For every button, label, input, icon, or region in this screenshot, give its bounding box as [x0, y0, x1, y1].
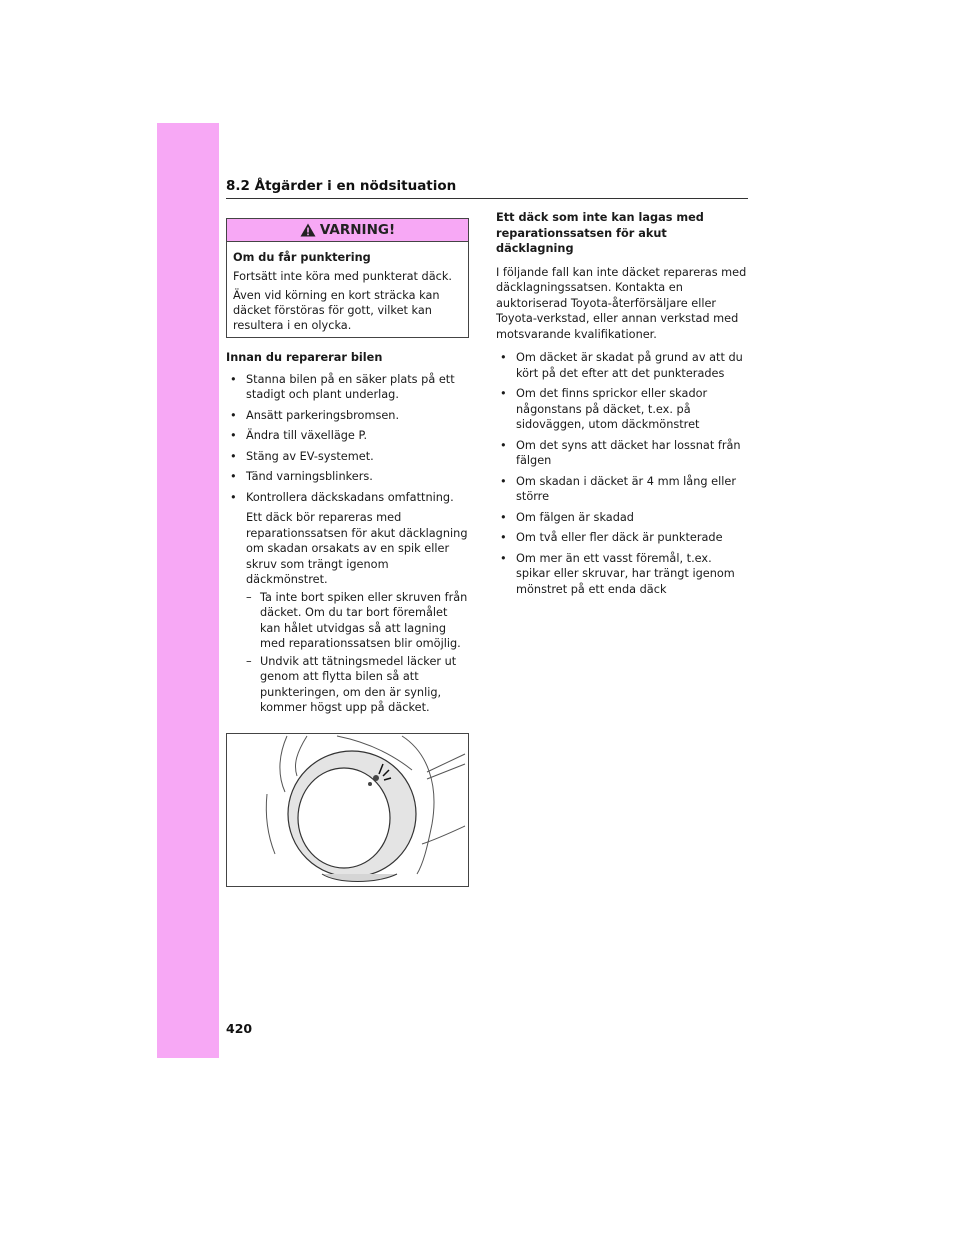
side-tab — [157, 123, 219, 1058]
warning-title: VARNING! — [319, 222, 396, 238]
list-item: • Ansätt parkeringsbromsen. — [226, 408, 471, 424]
section-header: 8.2 Åtgärder i en nödsituation — [226, 178, 748, 199]
sub-list-item: – Undvik att tätningsmedel läcker ut genom att flytta bilen så att punkteringen, om den är synlig, kommer högst upp på däcket. — [246, 654, 471, 716]
note-text: Ett däck bör repareras med reparationssatsen för akut däcklagning om skadan orsakats av en spik eller skruv som trängt igenom däckmönstret. — [246, 511, 468, 586]
warning-paragraph: Fortsätt inte köra med punkterat däck. — [233, 270, 452, 283]
list-item: • Stäng av EV-systemet. — [226, 449, 471, 465]
right-list — [496, 350, 748, 597]
list-item: • Om mer än ett vasst föremål, t.ex. spikar eller skruvar, har trängt igenom mönstret på ett enda däck — [496, 551, 748, 598]
tire-figure — [226, 733, 469, 887]
list-item: • Om det syns att däcket har lossnat från fälgen — [496, 438, 748, 469]
warning-bar — [227, 218, 468, 242]
warning-subtitle: Om du får punktering — [233, 251, 371, 264]
left-column — [226, 350, 471, 721]
list-item: • Om två eller fler däck är punkterade — [496, 530, 748, 546]
warning-paragraph: Även vid körning en kort sträcka kan däcket förstöras för gott, vilket kan resultera i en olycka. — [233, 289, 440, 332]
page-number: 420 — [226, 1021, 253, 1036]
sub-list — [246, 590, 471, 716]
list-item: • Om däcket är skadat på grund av att du kört på det efter att det punkterades — [496, 350, 748, 381]
list-item: • Om det finns sprickor eller skador någonstans på däcket, t.ex. på sidoväggen, utom däckmönstret — [496, 386, 748, 433]
right-intro: I följande fall kan inte däcket repareras med däcklagningssatsen. Kontakta en auktoriserad Toyota-återförsäljare eller Toyota-verkstad, eller annan verkstad med motsvarande kvalifikationer. — [496, 265, 747, 341]
list-item — [226, 490, 471, 716]
warning-triangle-icon — [300, 223, 316, 237]
right-heading: Ett däck som inte kan lagas med reparationssatsen för akut däcklagning — [496, 211, 704, 255]
punctured-tire-illustration — [227, 734, 468, 886]
list-item: • Stanna bilen på en säker plats på ett stadigt och plant underlag. — [226, 372, 471, 403]
list-item: • Ändra till växelläge P. — [226, 428, 471, 444]
warning-body — [227, 242, 468, 333]
left-list — [226, 372, 471, 716]
list-item: • Om fälgen är skadad — [496, 510, 748, 526]
left-heading: Innan du reparerar bilen — [226, 351, 383, 364]
sub-list-item: – Ta inte bort spiken eller skruven från däcket. Om du tar bort föremålet kan hålet utvidgas så att lagning med reparationssatsen blir omöjlig. — [246, 590, 471, 652]
list-item: • Tänd varningsblinkers. — [226, 469, 471, 485]
list-item: • Om skadan i däcket är 4 mm lång eller större — [496, 474, 748, 505]
right-column — [496, 210, 748, 602]
warning-box — [226, 218, 469, 338]
list-item-text: • Kontrollera däckskadans omfattning. — [246, 490, 454, 504]
